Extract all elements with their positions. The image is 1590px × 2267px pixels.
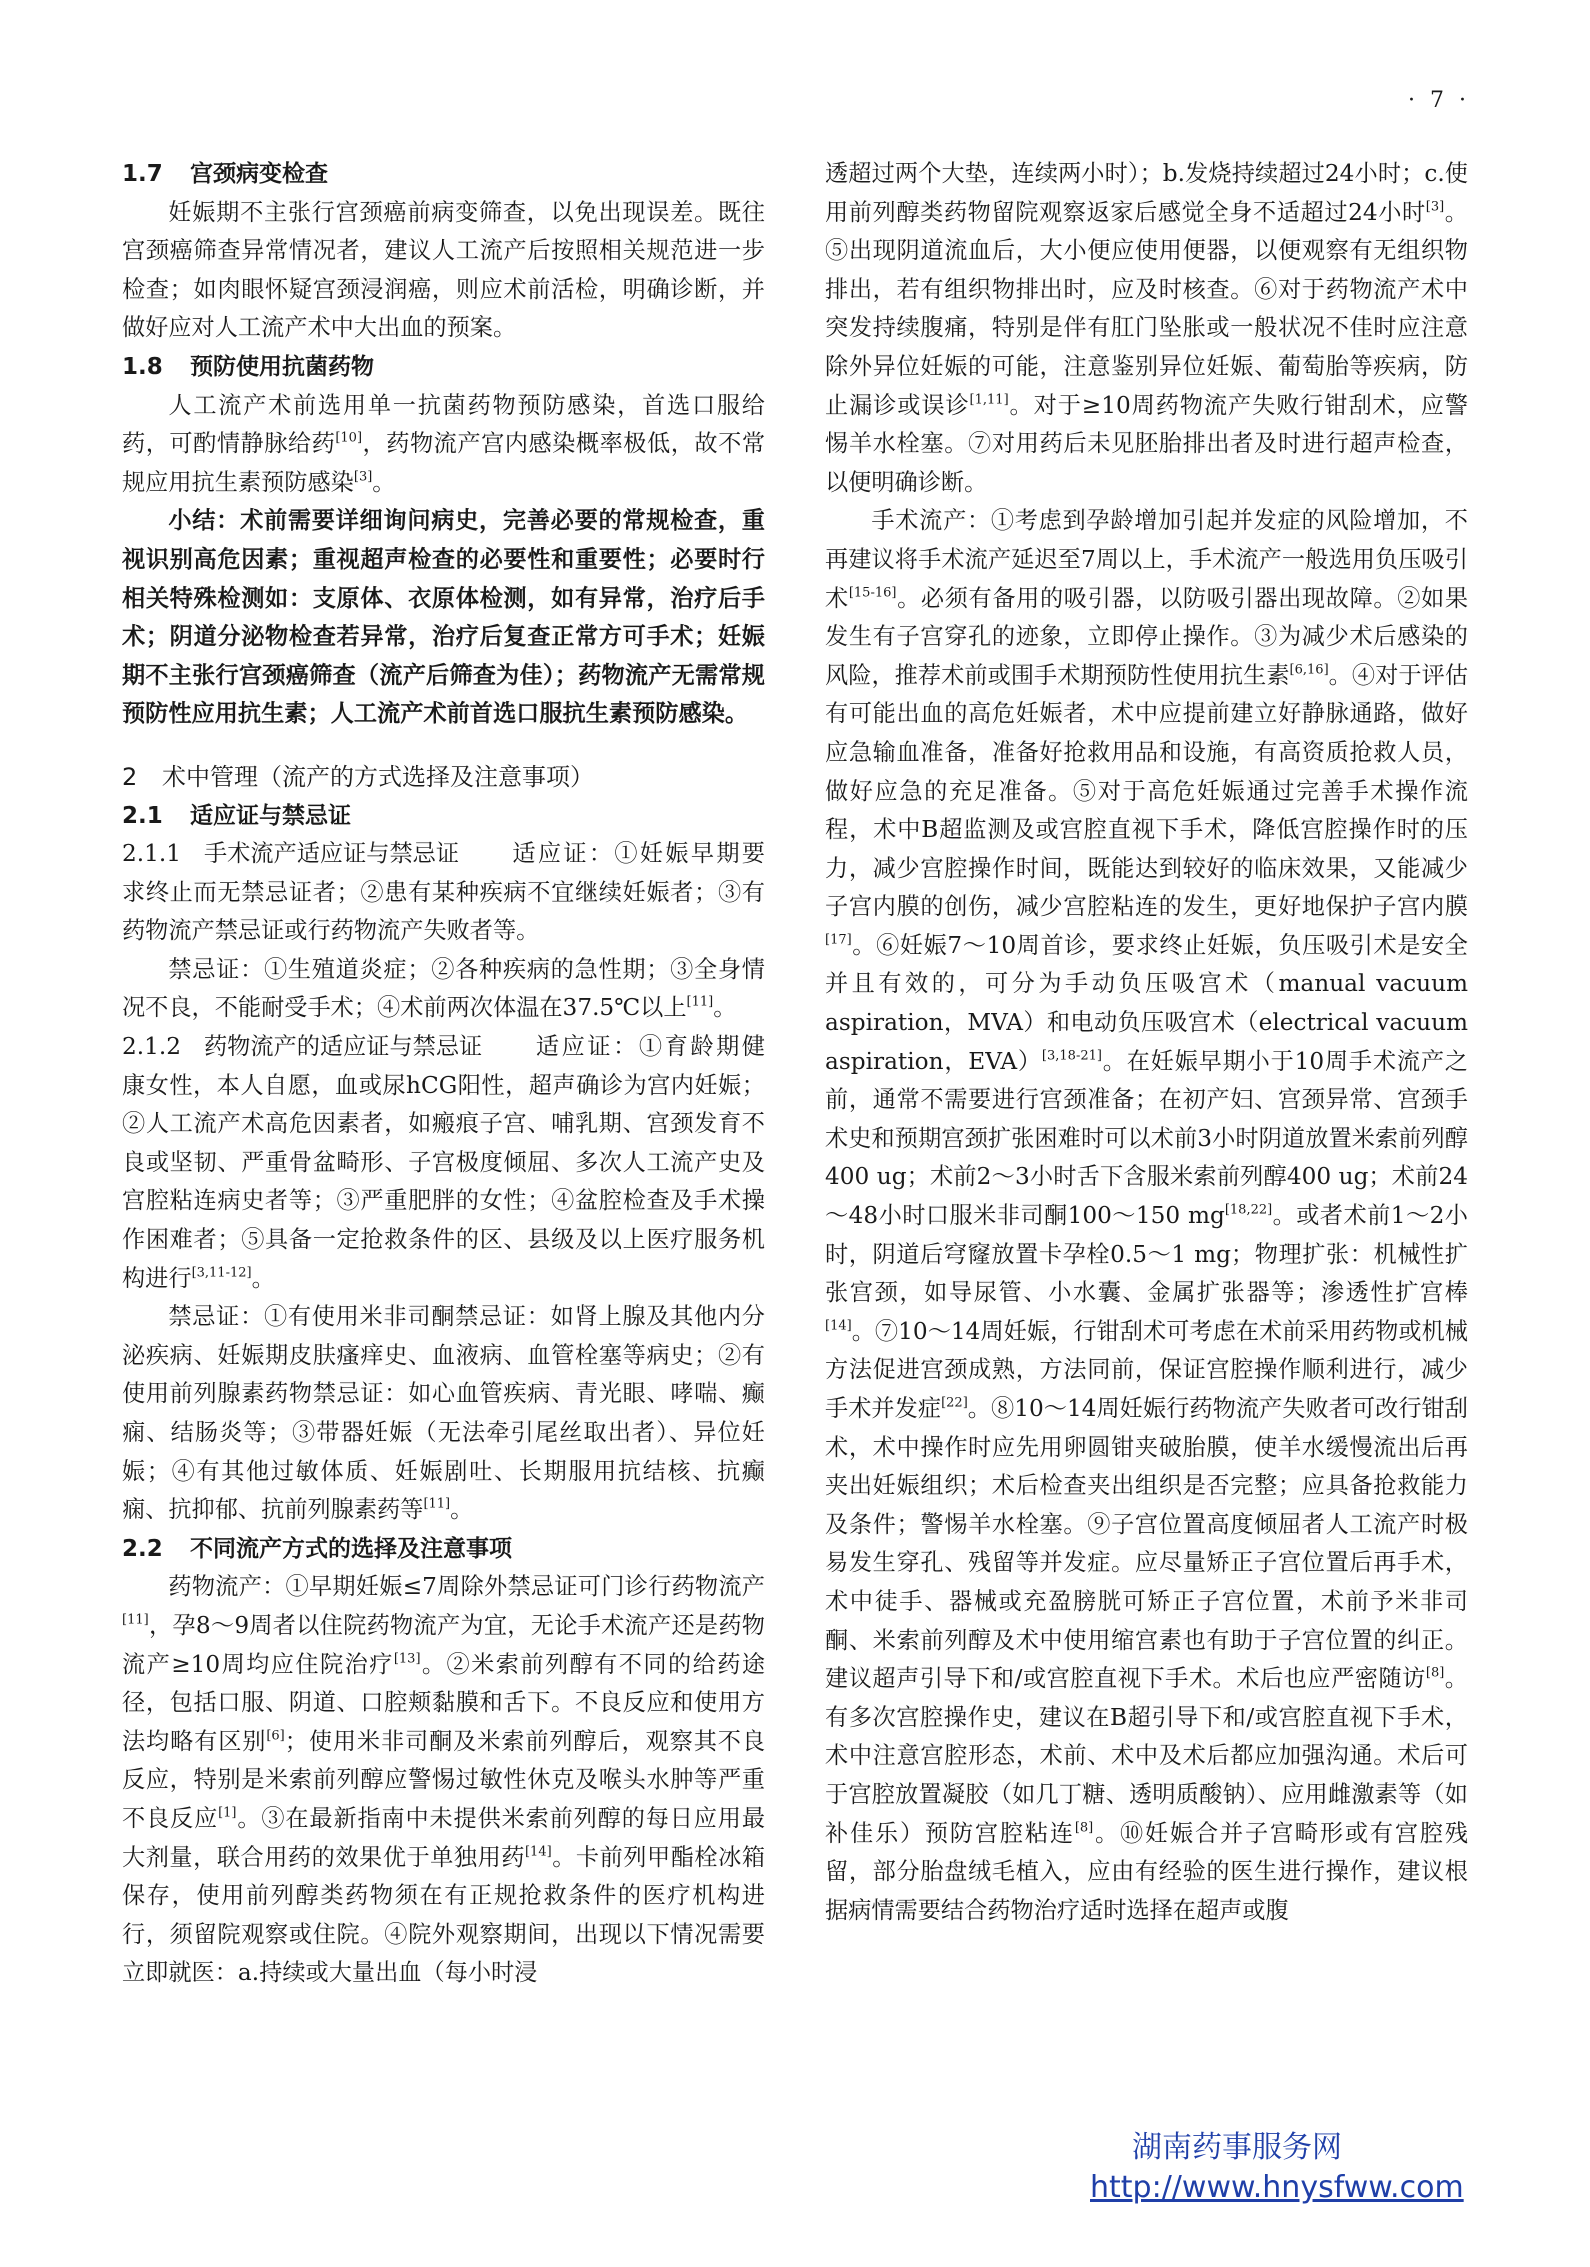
citation-ref: [11] xyxy=(686,994,714,1010)
paragraph-text: 药物流产：①早期妊娠≤7周除外禁忌证可门诊行药物流产[11]，孕8～9周者以住院药物流产为宜，无论手术流产还是药物流产≥10周均应住院治疗[13]。②米索前列醇有不同的给药途径，包括口服、阴道、口腔颊黏膜和舌下。不良反应和使用方法均略有区别[6]；使用米非司酮及米索前列醇后，观察其不良反应，特别是米索前列醇应警惕过敏性休克及喉头水肿等严重不良反应[1]。③在最新指南中未提供米索前列醇的每日应用最大剂量，联合用药的效果优于单独用药[14]。卡前列甲酯栓冰箱保存，使用前列醇类药物须在有正规抢救条件的医疗机构进行，须留院观察或住院。④院外观察期间，出现以下情况需要立即就医：a.持续或大量出血（每小时浸 xyxy=(122,1573,766,1987)
body-paragraph xyxy=(122,951,765,1028)
citation-ref: [13] xyxy=(393,1650,421,1666)
paragraph-text: 禁忌证：①生殖道炎症；②各种疾病的急性期；③全身情况不良，不能耐受手术；④术前两次体温在37.5℃以上[11]。 xyxy=(122,955,765,1022)
citation-ref: [1,11] xyxy=(969,391,1009,407)
heading-title: 手术流产适应证与禁忌证 xyxy=(204,840,460,868)
citation-ref: [6,16] xyxy=(1289,661,1329,677)
paragraph-text: 适应证：①育龄期健康女性，本人自愿，血或尿hCG阳性，超声确诊为宫内妊娠；②人工流产术高危因素者，如瘢痕子宫、哺乳期、宫颈发育不良或坚韧、严重骨盆畸形、子宫极度倾屈、多次人工流产史及宫腔粘连病史者等；③严重肥胖的女性；④盆腔检查及手术操作困难者；⑤具备一定抢救条件的区、县级及以上医疗服务机构进行[3,11-12]。 xyxy=(122,1033,765,1292)
citation-ref: [3,11-12] xyxy=(191,1264,252,1280)
citation-ref: [17] xyxy=(825,932,852,948)
subsection-heading xyxy=(122,155,765,194)
subsection-heading xyxy=(122,797,765,836)
heading-title: 宫颈病变检查 xyxy=(190,161,328,187)
heading-title: 药物流产的适应证与禁忌证 xyxy=(204,1033,483,1061)
citation-ref: [18,22] xyxy=(1224,1202,1273,1218)
citation-ref: [11] xyxy=(423,1496,451,1512)
sub-subsection-paragraph xyxy=(122,835,765,951)
watermark-site-name: 湖南药事服务网 xyxy=(1132,2130,1342,2165)
page-number: · 7 · xyxy=(1408,88,1470,113)
body-paragraph xyxy=(122,387,765,503)
heading-number: 2 xyxy=(122,762,138,791)
paragraph-text: 禁忌证：①有使用米非司酮禁忌证：如肾上腺及其他内分泌疾病、妊娠期皮肤瘙痒史、血液病、血管栓塞等病史；②有使用前列腺素药物禁忌证：如心血管疾病、青光眼、哮喘、癫痫、结肠炎等；③带器妊娠（无法牵引尾丝取出者）、异位妊娠；④有其他过敏体质、妊娠剧吐、长期服用抗结核、抗癫痫、抗抑郁、抗前列腺素药等[11]。 xyxy=(122,1303,765,1524)
citation-ref: [15-16] xyxy=(848,584,897,600)
subsection-heading xyxy=(122,1530,765,1569)
summary-paragraph xyxy=(122,502,765,734)
body-paragraph xyxy=(825,502,1468,1930)
paragraph-text: 小结：术前需要详细询问病史，完善必要的常规检查，重视识别高危因素；重视超声检查的必要性和重要性；必要时行相关特殊检测如：支原体、衣原体检测，如有异常，治疗后手术；阴道分泌物检查若异常，治疗后复查正常方可手术；妊娠期不主张行宫颈癌筛查（流产后筛查为佳）；药物流产无需常规预防性应用抗生素；人工流产术前首选口服抗生素预防感染。 xyxy=(122,507,765,728)
citation-ref: [14] xyxy=(825,1318,852,1334)
subsection-heading xyxy=(122,348,765,387)
heading-number: 2.1.1 xyxy=(122,840,181,868)
citation-ref: [14] xyxy=(524,1843,552,1859)
citation-ref: [3] xyxy=(353,469,373,484)
heading-title: 适应证与禁忌证 xyxy=(190,802,351,829)
paragraph-text: 透超过两个大垫，连续两小时）；b.发烧持续超过24小时；c.使用前列醇类药物留院观察返家后感觉全身不适超过24小时[3]。⑤出现阴道流血后，大小便应使用便器，以便观察有无组织物排出，若有组织物排出时，应及时核查。⑥对于药物流产术中突发持续腹痛，特别是伴有肛门坠胀或一般状况不佳时应注意除外异位妊娠的可能，注意鉴别异位妊娠、葡萄胎等疾病，防止漏诊或误诊[1,11]。对于≥10周药物流产失败行钳刮术，应警惕羊水栓塞。⑦对用药后未见胚胎排出者及时进行超声检查，以便明确诊断。 xyxy=(825,160,1469,496)
paragraph-text: 人工流产术前选用单一抗菌药物预防感染，首选口服给药，可酌情静脉给药[10]，药物流产宫内感染概率极低，故不常规应用抗生素预防感染[3]。 xyxy=(122,391,766,496)
heading-title: 预防使用抗菌药物 xyxy=(190,353,374,380)
paragraph-text: 手术流产：①考虑到孕龄增加引起并发症的风险增加，不再建议将手术流产延迟至7周以上，手术流产一般选用负压吸引术[15-16]。必须有备用的吸引器，以防吸引器出现故障。②如果发生有子宫穿孔的迹象，立即停止操作。③为减少术后感染的风险，推荐术前或围手术期预防性使用抗生素[6,16]。④对于评估有可能出血的高危妊娠者，术中应提前建立好静脉通路，做好应急输血准备，准备好抢救用品和设施，有高资质抢救人员，做好应急的充足准备。⑤对于高危妊娠通过完善手术操作流程，术中B超监测及或宫腔直视下手术，降低宫腔操作时的压力，减少宫腔操作时间，既能达到较好的临床效果，又能减少子宫内膜的创伤，减少宫腔粘连的发生，更好地保护子宫内膜[17]。⑥妊娠7～10周首诊，要求终止妊娠，负压吸引术是安全并且有效的，可分为手动负压吸宫术（manual vacuum aspiration，MVA）和电动负压吸宫术（electrical vacuum aspiration，EVA）[3,18-21]。在妊娠早期小于10周手术流产之前，通常不需要进行宫颈准备；在初产妇、宫颈异常、宫颈手术史和预期宫颈扩张困难时可以术前3小时阴道放置米索前列醇400 ug；术前2～3小时舌下含服米索前列醇400 ug；术前24～48小时口服米非司酮100～150 mg[18,22]。或者术前1～2小时，阴道后穹窿放置卡孕栓0.5～1 mg；物理扩张：机械性扩张宫颈，如导尿管、小水囊、金属扩张器等；渗透性扩宫棒[14]。⑦10～14周妊娠，行钳刮术可考虑在术前采用药物或机械方法促进宫颈成熟，方法同前，保证宫腔操作顺利进行，减少手术并发症[22]。⑧10～14周妊娠行药物流产失败者可改行钳刮术，术中操作时应先用卵圆钳夹破胎膜，使羊水缓慢流出后再夹出妊娠组织；术后检查夹出组织是否完整；应具备抢救能力及条件；警惕羊水栓塞。⑨子宫位置高度倾屈者人工流产时极易发生穿孔、残留等并发症。应尽量矫正子宫位置后再手术，术中徒手、器械或充盈膀胱可矫正子宫位置，术前予米非司酮、米索前列醇及术中使用缩宫素也有助于子宫位置的纠正。建议超声引导下和/或宫腔直视下手术。术后也应严密随访[8]。有多次宫腔操作史，建议在B超引导下和/或宫腔直视下手术，术中注意宫腔形态，术前、术中及术后都应加强沟通。术后可于宫腔放置凝胶（如几丁糖、透明质酸钠）、应用雌激素等（如补佳乐）预防宫腔粘连[8]。⑩妊娠合并子宫畸形或有宫腔残留，部分胎盘绒毛植入，应由有经验的医生进行操作，建议根据病情需要结合药物治疗适时选择在超声或腹 xyxy=(825,507,1469,1924)
citation-ref: [8] xyxy=(1074,1819,1094,1835)
body-paragraph xyxy=(122,1298,765,1530)
heading-title: 术中管理（流产的方式选择及注意事项） xyxy=(162,762,594,791)
heading-number: 1.7 xyxy=(122,161,163,187)
citation-ref: [3,18-21] xyxy=(1041,1047,1102,1063)
left-column xyxy=(122,155,765,2145)
heading-title: 不同流产方式的选择及注意事项 xyxy=(190,1535,512,1562)
right-column xyxy=(825,155,1468,2145)
paragraph-text: 妊娠期不主张行宫颈癌前病变筛查，以免出现误差。既往宫颈癌筛查异常情况者，建议人工流产后按照相关规范进一步检查；如肉眼怀疑宫颈浸润癌，则应术前活检，明确诊断，并做好应对人工流产术中大出血的预案。 xyxy=(122,198,765,342)
paragraph-text: 适应证：①妊娠早期要求终止而无禁忌证者；②患有某种疾病不宜继续妊娠者；③有药物流产禁忌证或行药物流产失败者等。 xyxy=(122,840,765,945)
watermark-url-link[interactable]: http://www.hnysfww.com xyxy=(1090,2170,1464,2205)
citation-ref: [11] xyxy=(122,1612,149,1628)
body-paragraph xyxy=(122,1568,765,1993)
citation-ref: [1] xyxy=(218,1805,237,1821)
citation-ref: [6] xyxy=(266,1728,285,1743)
citation-ref: [10] xyxy=(335,430,363,446)
body-paragraph xyxy=(122,194,765,348)
citation-ref: [8] xyxy=(1425,1665,1445,1681)
heading-number: 2.1.2 xyxy=(122,1033,181,1061)
citation-ref: [22] xyxy=(941,1395,968,1411)
article-body xyxy=(122,155,1468,2145)
heading-number: 1.8 xyxy=(122,353,163,380)
citation-ref: [3] xyxy=(1425,198,1445,214)
heading-number: 2.2 xyxy=(122,1535,163,1562)
sub-subsection-paragraph xyxy=(122,1028,765,1298)
section-heading xyxy=(122,758,765,797)
site-watermark xyxy=(1090,2128,1470,2208)
heading-number: 2.1 xyxy=(122,802,163,829)
body-paragraph-continued xyxy=(825,155,1468,502)
